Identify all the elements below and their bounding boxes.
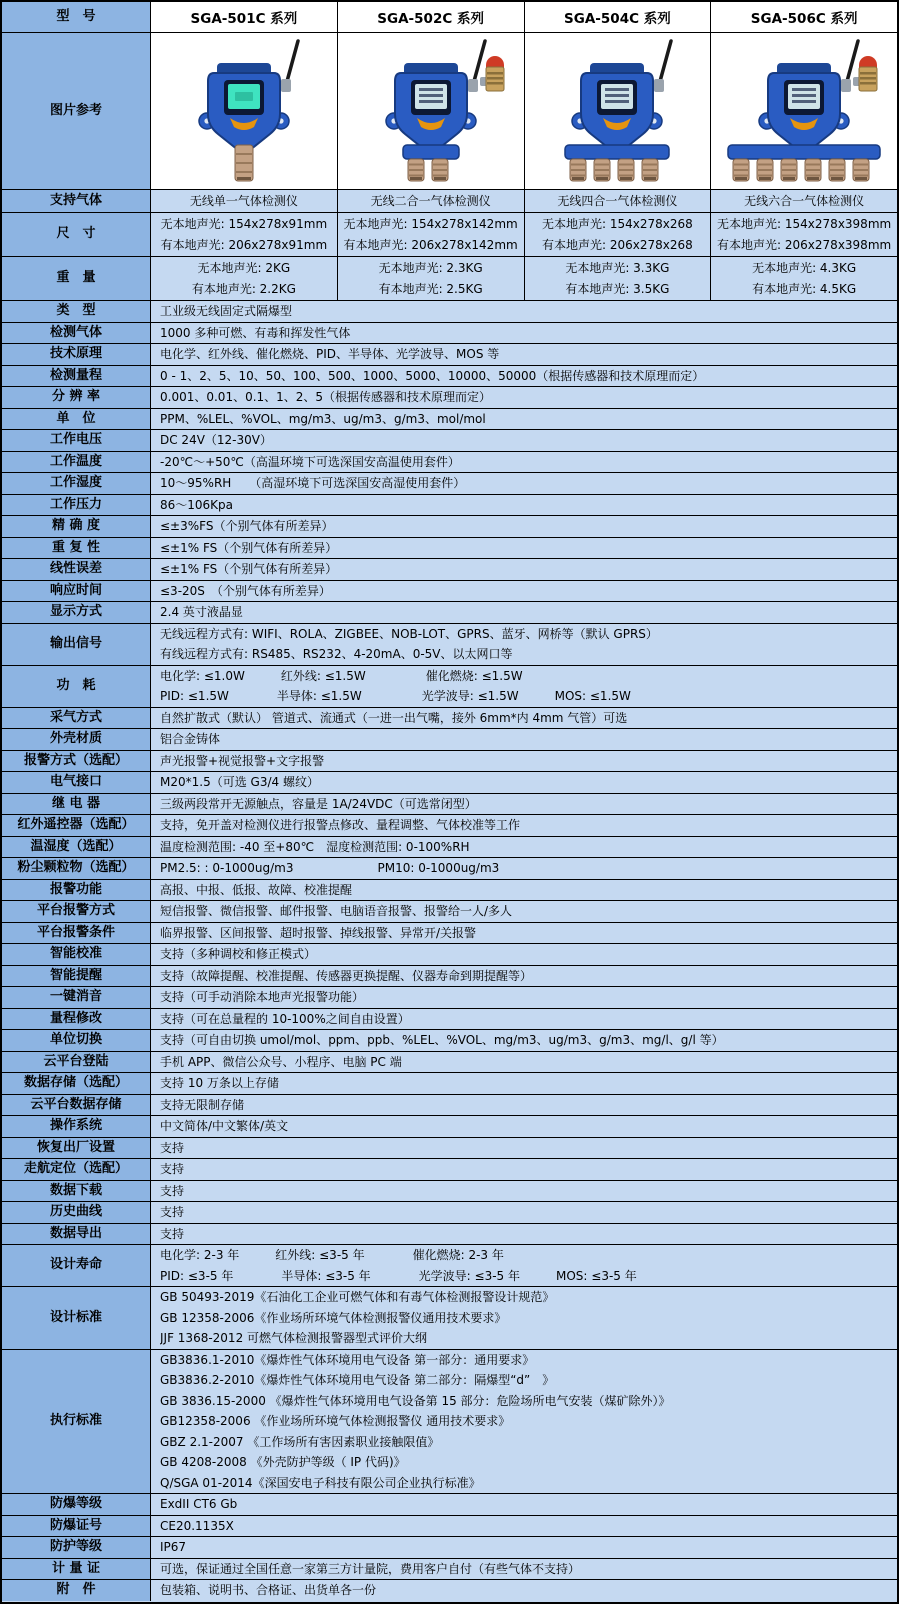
row-label: 计 量 证 [2,1559,150,1580]
spec-value [150,1138,897,1159]
row-label: 一键消音 [2,987,150,1008]
spec-value [150,837,897,858]
spec-row [2,1493,897,1515]
spec-cell-line: 有本地声光: 3.5KG [565,281,670,296]
spec-cell [524,257,711,300]
spec-value [150,772,897,793]
device-image-sga-502c [338,33,524,187]
spec-value [150,1580,897,1601]
spec-value-line: 10～95%RH （高湿环境下可选深国安高湿使用套件） [160,476,466,490]
spec-value-line: 支持无限制存储 [160,1097,245,1112]
spec-value-line: PPM、%LEL、%VOL、mg/m3、ug/m3、g/m3、mol/mol [160,411,486,426]
spec-cell-line: 无本地声光: 154x278x91mm [160,217,328,231]
spec-value-line: 支持 [160,1183,185,1198]
spec-value-line: PM2.5: : 0-1000ug/m3 PM10: 0-1000ug/m3 [160,861,500,875]
row-label: 检测气体 [2,323,150,344]
row-label: 设计标准 [2,1287,150,1349]
spec-value-line: 有线远程方式有: RS485、RS232、4-20mA、0-5V、以太网口等 [160,647,513,661]
spec-value [150,1095,897,1116]
spec-value-line: 中文简体/中文繁体/英文 [160,1119,289,1133]
spec-value [150,729,897,750]
device-image-sga-504c [524,33,710,187]
spec-value-line: GB 12358-2006《作业场所环境气体检测报警仪通用技术要求》 [160,1310,507,1325]
row-label: 技术原理 [2,344,150,365]
spec-value [150,602,897,623]
spec-value-line: 支持（可在总量程的 10-100%之间自由设置） [160,1011,410,1026]
row-label: 操作系统 [2,1116,150,1137]
spec-value-line: GB 4208-2008 《外壳防护等级（ IP 代码)》 [160,1455,406,1469]
spec-value-line: 支持（故障提醒、校准提醒、传感器更换提醒、仪器寿命到期提醒等） [160,968,533,983]
spec-row [2,1072,897,1094]
spec-value [150,666,897,707]
spec-value [150,581,897,602]
spec-row [2,1094,897,1116]
spec-row [2,256,897,300]
spec-cell-line: 有本地声光: 206x278x142mm [343,237,518,252]
spec-value-line: 电化学: 2-3 年 红外线: ≤3-5 年 催化燃烧: 2-3 年 [160,1248,504,1262]
spec-value-line: 支持 [160,1205,185,1219]
row-label: 平台报警条件 [2,923,150,944]
spec-value-line: ExdII CT6 Gb [160,1497,238,1511]
device-cell [150,33,337,189]
spec-row [2,558,897,580]
row-label: 工作湿度 [2,473,150,494]
spec-row [2,943,897,965]
spec-row [2,580,897,602]
row-label: 功 耗 [2,666,150,707]
spec-value-line: GB12358-2006 《作业场所环境气体检测报警仪 通用技术要求》 [160,1414,511,1428]
spec-value-line: DC 24V（12-30V） [160,433,272,447]
spec-cell [150,190,337,212]
row-label: 数据下载 [2,1181,150,1202]
spec-row [2,665,897,707]
model-header-row [2,2,897,32]
row-label: 检测量程 [2,366,150,387]
spec-value-line: ≤±3%FS（个别气体有所差异） [160,519,334,533]
spec-value-line: 工业级无线固定式隔爆型 [160,304,293,318]
spec-value-line: 高报、中报、低报、故障、校准提醒 [160,882,353,897]
spec-row [2,1579,897,1601]
spec-value-line: PID: ≤1.5W 半导体: ≤1.5W 光学波导: ≤1.5W MOS: ≤1.5W [160,689,631,703]
spec-cell-line: 有本地声光: 2.2KG [191,281,296,296]
spec-cell-line: 无本地声光: 2KG [197,261,291,275]
spec-row [2,472,897,494]
spec-row [2,623,897,665]
spec-value [150,1245,897,1286]
spec-cell-line: 有本地声光: 206x278x268 [541,237,693,252]
spec-row [2,1515,897,1537]
spec-cell [710,257,897,300]
row-label: 附 件 [2,1580,150,1601]
spec-row [2,515,897,537]
spec-row [2,494,897,516]
row-label: 防爆证号 [2,1516,150,1537]
spec-row [2,793,897,815]
spec-value [150,624,897,665]
row-label: 电气接口 [2,772,150,793]
spec-row [2,300,897,322]
row-label: 重 量 [2,257,150,300]
spec-cell-line: 无本地声光: 154x278x268 [541,217,693,231]
spec-value [150,538,897,559]
spec-value-line: 声光报警+视觉报警+文字报警 [160,753,325,768]
spec-value-line: 1000 多种可燃、有毒和挥发性气体 [160,325,351,340]
spec-cell-line: 无本地声光: 4.3KG [752,261,857,275]
spec-value-line: ≤±1% FS（个别气体有所差异） [160,562,338,576]
row-label: 历史曲线 [2,1202,150,1223]
spec-row [2,814,897,836]
model-header-cell: SGA-506C 系列 [710,2,897,32]
spec-value [150,751,897,772]
spec-value-line: 支持 [160,1226,185,1241]
row-label: 平台报警方式 [2,901,150,922]
spec-cell [524,190,711,212]
spec-value-line: 自然扩散式（默认） 管道式、流通式（一进一出气嘴，接外 6mm*内 4mm 气管）可选 [160,710,628,725]
spec-value-line: M20*1.5（可选 G3/4 螺纹） [160,775,319,789]
spec-cell-line: 有本地声光: 4.5KG [752,281,857,296]
row-label: 工作温度 [2,452,150,473]
spec-value-line: 电化学、红外线、催化燃烧、PID、半导体、光学波导、MOS 等 [160,347,500,361]
spec-value-line: 无线远程方式有: WIFI、ROLA、ZIGBEE、NOB-LOT、GPRS、蓝牙、网桥等（默认 GPRS） [160,626,658,641]
spec-value [150,1181,897,1202]
spec-cell-line: 无线六合一气体检测仪 [744,193,865,208]
row-label: 响应时间 [2,581,150,602]
spec-row [2,750,897,772]
spec-value-line: 2.4 英寸液晶显 [160,605,243,619]
spec-row [2,965,897,987]
spec-cell [337,257,524,300]
device-image-sga-506c [711,33,897,187]
spec-cell-line: 有本地声光: 206x278x91mm [160,237,328,252]
spec-value [150,409,897,430]
spec-value [150,1350,897,1494]
spec-cell-line: 有本地声光: 206x278x398mm [717,237,892,252]
spec-row [2,365,897,387]
spec-value-line: 可选，保证通过全国任意一家第三方计量院，费用客户自付（有些气体不支持） [160,1561,581,1576]
spec-value-line: GB3836.1-2010《爆炸性气体环境用电气设备 第一部分：通用要求》 [160,1352,535,1367]
spec-value [150,559,897,580]
spec-row [2,451,897,473]
spec-row [2,601,897,623]
spec-value [150,1159,897,1180]
spec-cell-line: 无线二合一气体检测仪 [370,193,491,208]
spec-value-line: 温度检测范围: -40 至+80℃ 湿度检测范围: 0-100%RH [160,839,470,854]
spec-row [2,1008,897,1030]
spec-value-line: 临界报警、区间报警、超时报警、掉线报警、异常开/关报警 [160,925,477,940]
spec-value [150,880,897,901]
spec-value-line: 支持（可手动消除本地声光报警功能） [160,990,365,1004]
spec-value-line: 86～106Kpa [160,497,234,512]
spec-value-line: 手机 APP、微信公众号、小程序、电脑 PC 端 [160,1054,402,1069]
spec-row [2,1349,897,1494]
spec-row [2,1558,897,1580]
row-label: 数据存储（选配） [2,1073,150,1094]
row-label: 智能校准 [2,944,150,965]
row-label: 支持气体 [2,190,150,212]
spec-value [150,901,897,922]
spec-value [150,1224,897,1245]
spec-row [2,1201,897,1223]
spec-value-line: GBZ 2.1-2007 《工作场所有害因素职业接触限值》 [160,1434,440,1449]
spec-value [150,1494,897,1515]
spec-value-line: 支持 [160,1162,185,1176]
spec-value [150,858,897,879]
spec-value [150,1116,897,1137]
spec-value [150,323,897,344]
spec-row [2,707,897,729]
row-label: 数据导出 [2,1224,150,1245]
row-label: 工作电压 [2,430,150,451]
spec-value-line: GB3836.2-2010《爆炸性气体环境用电气设备 第二部分：隔爆型“d” 》 [160,1373,555,1387]
spec-value-line: 短信报警、微信报警、邮件报警、电脑语音报警、报警给一人/多人 [160,904,513,918]
spec-value-line: 0.001、0.01、0.1、1、2、5（根据传感器和技术原理而定） [160,390,492,404]
spec-cell-line: 无本地声光: 2.3KG [378,261,483,275]
spec-row [2,1115,897,1137]
spec-row [2,1286,897,1349]
spec-value-line: PID: ≤3-5 年 半导体: ≤3-5 年 光学波导: ≤3-5 年 MOS: ≤3-5 年 [160,1268,637,1283]
device-cell [710,33,897,189]
spec-value-line: 铝合金铸体 [160,732,221,746]
spec-row [2,1051,897,1073]
spec-row [2,429,897,451]
images-row [2,32,897,189]
device-image-sga-501c [151,33,337,187]
row-label: 显示方式 [2,602,150,623]
spec-value [150,452,897,473]
spec-row [2,1180,897,1202]
row-label: 单位切换 [2,1030,150,1051]
spec-cell-line: 无本地声光: 3.3KG [565,261,670,275]
spec-row [2,836,897,858]
spec-value [150,794,897,815]
row-label: 红外遥控器（选配） [2,815,150,836]
row-label: 防护等级 [2,1537,150,1558]
row-label: 走航定位（选配） [2,1159,150,1180]
row-label: 分 辨 率 [2,387,150,408]
spec-value-line: JJF 1368-2012 可燃气体检测报警器型式评价大纲 [160,1331,428,1345]
row-label: 输出信号 [2,624,150,665]
spec-value [150,1537,897,1558]
spec-value-line: 电化学: ≤1.0W 红外线: ≤1.5W 催化燃烧: ≤1.5W [160,668,523,683]
spec-cell [337,190,524,212]
spec-value [150,1559,897,1580]
spec-row [2,322,897,344]
spec-row [2,537,897,559]
row-label: 图片参考 [2,33,150,189]
spec-cell [710,190,897,212]
row-label: 外壳材质 [2,729,150,750]
spec-value-line: 0 - 1、2、5、10、50、100、500、1000、5000、10000、50000（根据传感器和技术原理而定） [160,368,705,383]
row-label: 类 型 [2,301,150,322]
spec-row [2,1244,897,1286]
spec-value [150,815,897,836]
spec-cell-line: 无本地声光: 154x278x142mm [343,217,518,231]
spec-row [2,728,897,750]
spec-cell [150,213,337,256]
spec-value [150,1202,897,1223]
spec-value-line: 支持（可自由切换 umol/mol、ppm、ppb、%LEL、%VOL、mg/m3、ug/m3、g/m3、mg/l、g/l 等） [160,1033,724,1047]
row-label: 继 电 器 [2,794,150,815]
spec-value-line: 支持，免开盖对检测仪进行报警点修改、量程调整、气体校准等工作 [160,818,521,832]
model-header-cell: SGA-501C 系列 [150,2,337,32]
spec-value [150,473,897,494]
spec-value-line: ≤±1% FS（个别气体有所差异） [160,540,338,555]
row-label: 采气方式 [2,708,150,729]
row-label: 智能提醒 [2,966,150,987]
spec-cell [710,213,897,256]
spec-value [150,1052,897,1073]
row-label: 执行标准 [2,1350,150,1494]
row-label: 恢复出厂设置 [2,1138,150,1159]
spec-cell-line: 无线四合一气体检测仪 [557,193,678,208]
spec-value-line: GB 50493-2019《石油化工企业可燃气体和有毒气体检测报警设计规范》 [160,1290,555,1304]
spec-value [150,1030,897,1051]
spec-value [150,366,897,387]
spec-row [2,986,897,1008]
spec-row [2,1536,897,1558]
spec-row [2,922,897,944]
model-header-cell: SGA-504C 系列 [524,2,711,32]
spec-value-line: 支持（多种调校和修正模式） [160,947,317,961]
spec-value [150,430,897,451]
row-label: 报警功能 [2,880,150,901]
spec-value [150,1073,897,1094]
spec-value [150,301,897,322]
spec-row [2,212,897,256]
row-label: 单 位 [2,409,150,430]
spec-value [150,923,897,944]
row-label: 量程修改 [2,1009,150,1030]
spec-cell-line: 无本地声光: 154x278x398mm [717,217,892,231]
spec-value [150,516,897,537]
spec-value [150,1009,897,1030]
row-label: 设计寿命 [2,1245,150,1286]
spec-value-line: 支持 [160,1140,185,1155]
spec-row [2,189,897,212]
spec-row [2,408,897,430]
spec-value [150,387,897,408]
row-label: 型 号 [2,2,150,32]
spec-row [2,1137,897,1159]
row-label: 重 复 性 [2,538,150,559]
spec-row [2,879,897,901]
row-label: 工作压力 [2,495,150,516]
spec-value [150,1516,897,1537]
spec-value [150,708,897,729]
row-label: 云平台数据存储 [2,1095,150,1116]
spec-row [2,900,897,922]
spec-value-line: ≤3-20S （个别气体有所差异） [160,583,331,598]
spec-cell [150,257,337,300]
spec-row [2,771,897,793]
spec-row [2,1223,897,1245]
row-label: 尺 寸 [2,213,150,256]
spec-row [2,343,897,365]
spec-value [150,987,897,1008]
spec-cell-line: 有本地声光: 2.5KG [378,281,483,296]
row-label: 防爆等级 [2,1494,150,1515]
spec-value [150,944,897,965]
spec-value-line: GB 3836.15-2000 《爆炸性气体环境用电气设备第 15 部分：危险场所电气安装（煤矿除外）》 [160,1393,671,1408]
spec-value [150,1287,897,1349]
spec-row [2,857,897,879]
spec-cell [337,213,524,256]
row-label: 精 确 度 [2,516,150,537]
spec-value [150,344,897,365]
device-cell [337,33,524,189]
spec-value-line: IP67 [160,1540,187,1554]
row-label: 粉尘颗粒物（选配） [2,858,150,879]
spec-value [150,966,897,987]
spec-value-line: 包装箱、说明书、合格证、出货单各一份 [160,1583,377,1597]
spec-value-line: -20℃～+50℃（高温环境下可选深国安高温使用套件） [160,454,460,469]
spec-cell [524,213,711,256]
spec-cell-line: 无线单一气体检测仪 [189,193,298,208]
device-cell [524,33,711,189]
spec-value-line: Q/SGA 01-2014《深国安电子科技有限公司企业执行标准》 [160,1475,481,1490]
spec-value-line: 支持 10 万条以上存储 [160,1076,279,1090]
spec-value-line: CE20.1135X [160,1518,234,1533]
row-label: 温湿度（选配） [2,837,150,858]
row-label: 线性误差 [2,559,150,580]
spec-value [150,495,897,516]
spec-row [2,386,897,408]
row-label: 报警方式（选配） [2,751,150,772]
spec-value-line: 三级两段常开无源触点，容量是 1A/24VDC（可选常闭型） [160,796,477,811]
row-label: 云平台登陆 [2,1052,150,1073]
model-header-cell: SGA-502C 系列 [337,2,524,32]
spec-row [2,1158,897,1180]
spec-row [2,1029,897,1051]
